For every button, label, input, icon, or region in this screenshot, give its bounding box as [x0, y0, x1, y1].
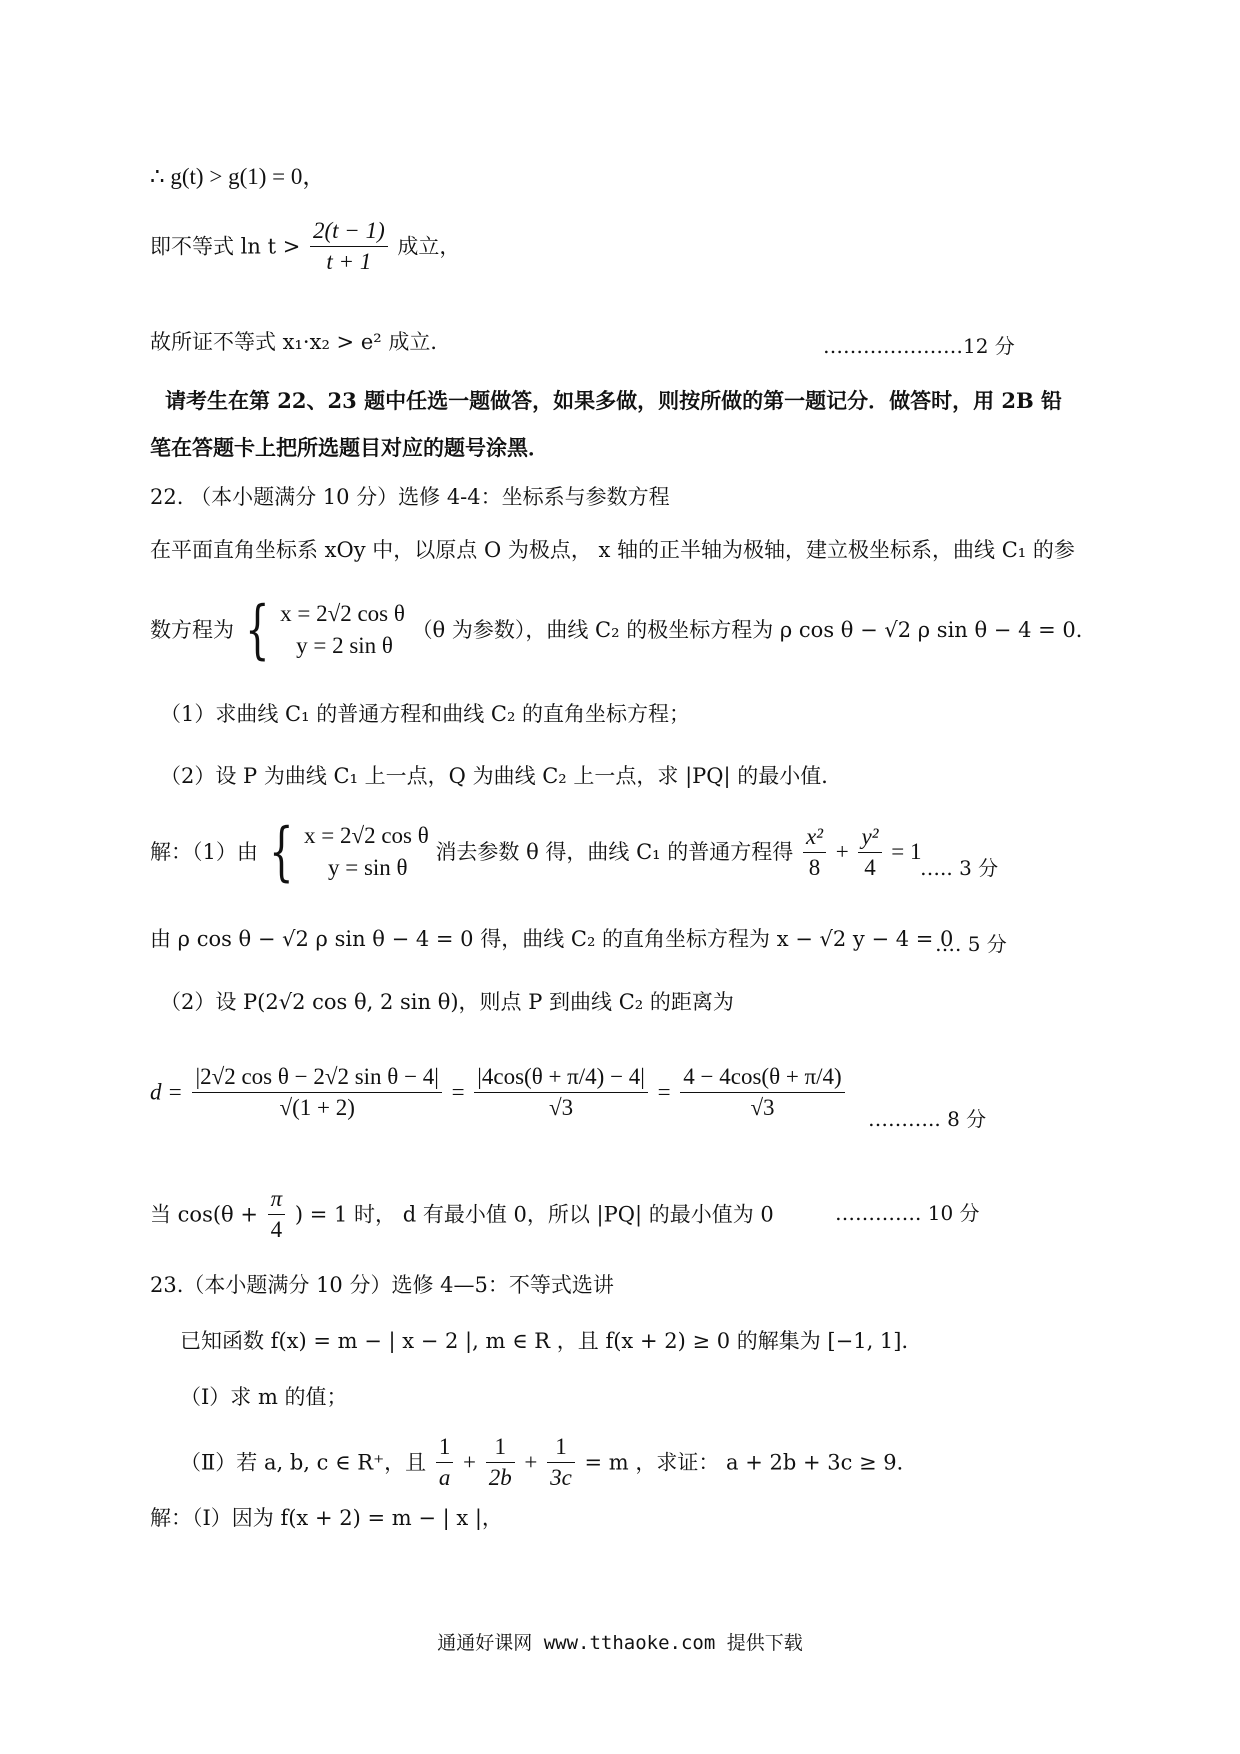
q23-text: 已知函数 f(x) = m − | x − 2 |, m ∈ R ，且 f(x + 2) ≥ 0 的解集为 [−1, 1]．	[180, 1329, 923, 1353]
distance-fraction-1: $\frac{\text{|2√2 cos θ − 2√2 sin θ − 4|}}{√(1 + 2)}$	[192, 1062, 441, 1123]
q23-solution: 解：（Ⅰ）因为 f(x + 2) = m − | x |，	[150, 1506, 503, 1530]
solution-step-1: 解：（1）由 { x = 2√2 cos θ y = sin θ 消去参数 θ 得，曲线 C₁ 的普通方程得 $\frac{\text{x²}}{8}$ + $\frac{\text{y²}}{4}$ = 1	[150, 815, 922, 889]
line-ln-inequality: 即不等式 ln t > $\frac{2(t - 1)}{t + 1}$ 成立，	[150, 216, 460, 277]
q22-part-2: （2）设 P 为曲线 C₁ 上一点，Q 为曲线 C₂ 上一点，求 |PQ| 的最小值．	[160, 764, 843, 788]
distance-fraction-3: $\frac{4 - 4\cos(\theta + \pi/4)}{√3}$	[680, 1062, 844, 1123]
param-system: x = 2√2 cos θ y = 2 sin θ	[280, 601, 405, 658]
fraction-1-over-2b: $\frac{1}{2b}$	[486, 1432, 515, 1493]
score-8: ……….. 8 分	[868, 1107, 987, 1131]
q23-part-1: （Ⅰ）求 m 的值；	[180, 1385, 348, 1409]
q22-text-1: 在平面直角坐标系 xOy 中，以原点 O 为极点， x 轴的正半轴为极轴，建立极坐标系，曲线 C₁ 的参	[150, 538, 1075, 562]
fraction-pi-over-4: $\frac{\pi}{4}$	[268, 1184, 286, 1245]
left-brace: {	[268, 815, 294, 889]
solution-step-2: 由 ρ cos θ − √2 ρ sin θ − 4 = 0 得，曲线 C₂ 的直角坐标方程为 x − √2 y − 4 = 0	[150, 927, 954, 951]
score-10: …………. 10 分	[835, 1201, 980, 1225]
score-3: ….. 3 分	[920, 856, 999, 880]
fraction-2t1-over-t1: $\frac{2(t - 1)}{t + 1}$	[310, 216, 388, 277]
q22-text-2: 数方程为 { x = 2√2 cos θ y = 2 sin θ （θ 为参数），曲线 C₂ 的极坐标方程为 ρ cos θ − √2 ρ sin θ − 4 = 0．	[150, 593, 1097, 667]
left-brace: {	[244, 593, 270, 667]
line-conclusion: 故所证不等式 x₁·x₂ > e² 成立．	[150, 330, 452, 354]
solution-step-4: 当 cos(θ + $\frac{\pi}{4}$ ) = 1 时， d 有最小值 0，所以 |PQ| 的最小值为 0	[150, 1184, 774, 1245]
fraction-x2-over-8: $\frac{\text{x²}}{8}$	[803, 822, 826, 883]
param-system: x = 2√2 cos θ y = sin θ	[303, 823, 429, 880]
line-gt-g1: ∴ g(t) > g(1) = 0，	[150, 164, 326, 189]
score-12: …………………12 分	[823, 334, 1015, 358]
q23-part-2: （Ⅱ）若 a, b, c ∈ R⁺，且 $\frac{1}{a}$ + $\frac{1}{2b}$ + $\frac{1}{3c}$ = m ，求证： a + 2b + 3c ≥ 9．	[180, 1432, 918, 1493]
notice-line-1: 请考生在第 22、23 题中任选一题做答，如果多做，则按所做的第一题记分．做答时，用 2B 铅	[165, 388, 1063, 413]
solution-step-3: （2）设 P(2√2 cos θ, 2 sin θ)，则点 P 到曲线 C₂ 的距离为	[160, 990, 734, 1014]
score-5: …. 5 分	[935, 932, 1007, 956]
distance-formula: d = $\frac{\text{|2√2 cos θ − 2√2 sin θ − 4|}}{√(1 + 2)}$ = $\frac{|4\cos(\theta + \pi/4) - 4|}{√3}$ = $\frac{4 - 4\cos(\theta + \pi/4)}{√3}$	[150, 1062, 848, 1123]
fraction-y2-over-4: $\frac{\text{y²}}{4}$	[858, 822, 881, 883]
fraction-1-over-3c: $\frac{1}{3c}$	[547, 1432, 575, 1493]
notice-line-2: 笔在答题卡上把所选题目对应的题号涂黑．	[150, 435, 549, 460]
q22-heading: 22. （本小题满分 10 分）选修 4-4：坐标系与参数方程	[150, 485, 670, 509]
q23-heading: 23.（本小题满分 10 分）选修 4—5：不等式选讲	[150, 1273, 614, 1297]
page-footer: 通通好课网 www.tthaoke.com 提供下载	[437, 1632, 803, 1654]
fraction-1-over-a: $\frac{1}{a}$	[436, 1432, 454, 1493]
q22-part-1: （1）求曲线 C₁ 的普通方程和曲线 C₂ 的直角坐标方程；	[160, 702, 691, 726]
distance-fraction-2: $\frac{|4\cos(\theta + \pi/4) - 4|}{√3}$	[474, 1062, 648, 1123]
